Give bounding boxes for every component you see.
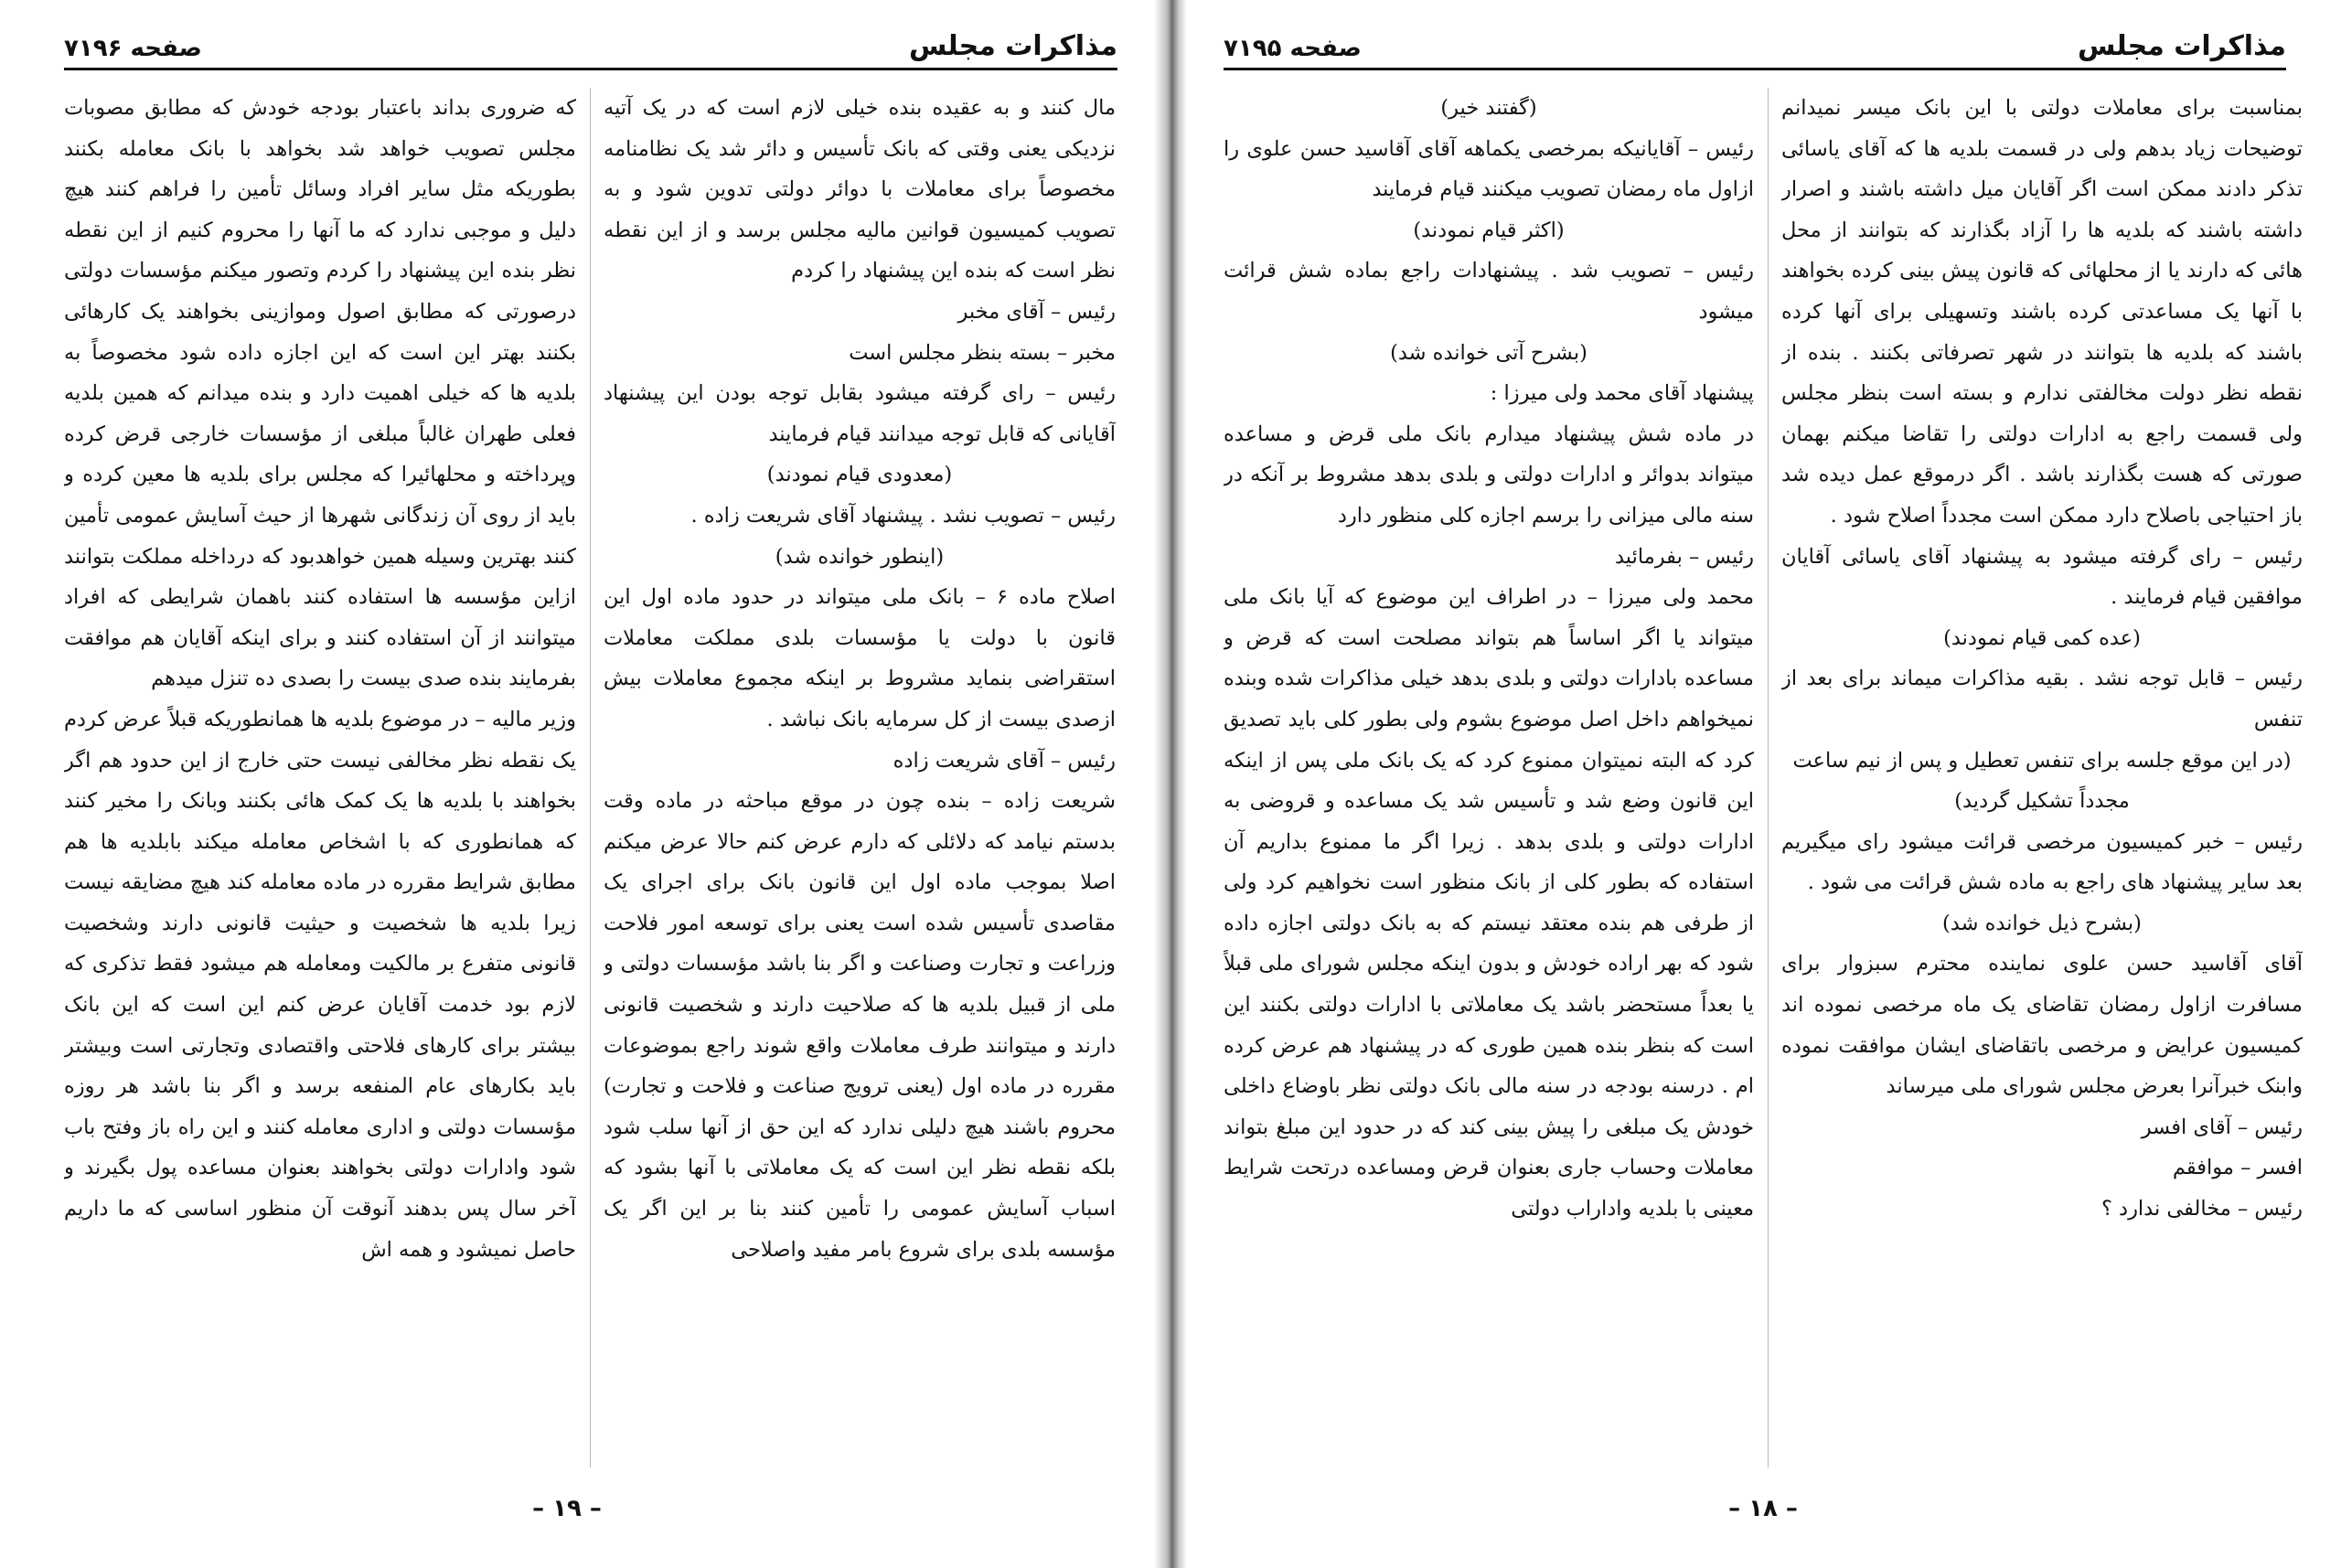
left-header-title: مذاکرات مجلس: [908, 30, 1117, 62]
article-paragraph: رئیس – آقای مخبر: [957, 299, 1116, 324]
article-paragraph: رئیس – مخالفی ندارد ؟: [2100, 1197, 2303, 1221]
article-paragraph: رئیس – آقای افسر: [2141, 1115, 2303, 1139]
right-page: [1187, 0, 2341, 1568]
article-paragraph: شریعت زاده – بنده چون در موقع مباحثه در ماده وقت بدستم نیامد که دلائلی که دارم عرض کنم حالا عرض میکنم اصلا بموجب ماده اول این قانون بانک برای اجرای یک مقاصدی تأسیس شده است یعنی برای توسعه امور فلاحت وزراعت و تجارت وصناعت و اگر بنا باشد مؤسسات دولتی و ملی از قبیل بلدیه ها که صلاحیت دارند و شخصیت قانونی دارند و میتوانند طرف معاملات واقع شوند راجع بموضوعات مقرره در ماده اول (یعنی ترویج صناعت و فلاحت و تجارت) محروم باشند هیچ دلیلی ندارد که این حق از آنها سلب شود بلکه نقطه نظر این است که یک معاملاتی با آنها بشود که اسباب آسایش عمومی را تأمین کنند بنا بر این اگر یک مؤسسه بلدی برای شروع بامر مفید واصلاحی: [604, 789, 1116, 1262]
left-page-column-left: [64, 88, 576, 1467]
article-paragraph: (گفتند خیر): [1440, 96, 1537, 120]
article-paragraph: رئیس – آقای شریعت زاده: [893, 748, 1116, 773]
article-paragraph: رئیس – آقایانیکه بمرخصی یکماهه آقای آقاسید حسن علوی را ازاول ماه رمضان تصویب میکنند قیام فرمایند: [1224, 136, 1754, 202]
article-paragraph: پیشنهاد آقای محمد ولی میرزا :: [1490, 381, 1754, 406]
article-paragraph: مخبر – بسته بنظر مجلس است: [849, 340, 1116, 365]
right-header-title: مذاکرات مجلس: [2077, 30, 2286, 62]
left-page-column-right: [604, 88, 1116, 1467]
book-gutter: [1154, 0, 1187, 1568]
article-paragraph: رئیس – قابل توجه نشد . بقیه مذاکرات میماند برای بعد از تنفس: [1781, 667, 2303, 731]
article-paragraph: رئیس – رای گرفته میشود بقابل توجه بودن این پیشنهاد آقایانی که قابل توجه میدانند قیام فرمایند: [604, 381, 1116, 446]
article-paragraph: وزیر مالیه – در موضوع بلدیه ها همانطوریکه قبلاً عرض کردم یک نقطه نظر مخالفی نیست حتی خارج از این حدود هم اگر بخواهند با بلدیه ها یک کمک هائی بکنند وبانک را مخیر کنند که همانطوری که با اشخاص معامله میکند بابلدیه ها هم مطابق شرایط مقرره در ماده معامله کند هیچ مضایقه نیست زیرا بلدیه ها شخصیت و حیثیت قانونی دارند وشخصیت قانونی متفرع بر مالکیت ومعامله هم میشود فقط تذکری که لازم بود خدمت آقایان عرض کنم این است که این بانک بیشتر برای کارهای فلاحتی واقتصادی وتجارتی است وبیشتر باید بکارهای عام المنفعه برسد و اگر بنا باشد هر روزه مؤسسات دولتی و اداری معامله کنند و این راه باز وفتح باب شود وادارات دولتی بخواهند بعنوان مساعده پول بگیرند و آخر سال پس بدهند آنوقت آن منظور اساسی که ما داریم حاصل نمیشود و همه اش: [64, 707, 576, 1262]
right-page-column-right: [1781, 88, 2303, 1467]
article-paragraph: آقای آقاسید حسن علوی نماینده محترم سبزوار برای مسافرت ازاول رمضان تقاضای یک ماه مرخصی نموده اند کمیسیون عرایض و مرخصی باتقاضای ایشان موافقت نموده وابنک خبرآنرا بعرض مجلس شورای ملی میرساند: [1781, 952, 2303, 1099]
article-paragraph: رئیس – تصویب شد . پیشنهادات راجع بماده شش قرائت میشود: [1224, 259, 1754, 324]
article-paragraph: (بشرح آتی خوانده شد): [1390, 340, 1587, 365]
article-paragraph: رئیس – تصویب نشد . پیشنهاد آقای شریعت زاده .: [690, 503, 1116, 528]
column-divider: [590, 88, 591, 1467]
article-paragraph: رئیس – رای گرفته میشود به پیشنهاد آقای یاسائی آقایان موافقین قیام فرمایند .: [1781, 544, 2303, 610]
column-divider: [1768, 88, 1769, 1467]
article-paragraph: که ضروری بداند باعتبار بودجه خودش که مطابق مصوبات مجلس تصویب خواهد شد بخواهد با بانک معامله بکنند بطوریکه مثل سایر افراد وسائل تأمین را فراهم کنند هیچ دلیل و موجبی ندارد که ما آنها را محروم کنیم از این نقطه نظر بنده این پیشنهاد را کردم وتصور میکنم مؤسسات دولتی درصورتی که مطابق اصول وموازینی بخواهند یک کارهائی بکنند بهتر این است که این اجازه داده شود مخصوصاً به بلدیه ها که خیلی اهمیت دارد و بنده میدانم که همین بلدیه فعلی طهران غالباً مبلغی از مؤسسات خارجی قرض کرده وپرداخته و محلهائیرا که مجلس برای بلدیه ها معین کرده و باید از روی آن زندگانی شهرها از حیث آسایش عمومی تأمین کنند بهترین وسیله همین خواهدبود که درداخله مملکت بتوانند ازاین مؤسسه ها استفاده کنند باهمان شرایطی که افراد میتوانند از آن استفاده کنند و برای اینکه آقایان هم موافقت بفرمایند بنده صدی بیست را بصدی ده تنزل میدهم: [64, 96, 576, 691]
left-page-number: – ۱۹ –: [532, 1495, 602, 1522]
article-paragraph: در ماده شش پیشنهاد میدارم بانک ملی قرض و مساعده میتواند بدوائر و ادارات دولتی و بلدی بدهد مشروط بر آنکه در سنه مالی میزانی را برسم اجازه کلی منظور دارد: [1224, 421, 1754, 528]
article-paragraph: (اینطور خوانده شد): [775, 544, 945, 569]
left-page: [0, 0, 1154, 1568]
left-header-page-ref: صفحه ۷۱۹۶: [64, 35, 202, 62]
article-paragraph: مال کنند و به عقیده بنده خیلی لازم است که در یک آتیه نزدیکی یعنی وقتی که بانک تأسیس و دائر شد یک نظامنامه مخصوصاً برای معاملات با دوائر دولتی تدوین شود و به تصویب کمیسیون قوانین مالیه مجلس برسد و از این نقطه نظر است که بنده این پیشنهاد را کردم: [604, 96, 1116, 283]
article-paragraph: افسر – موافقم: [2172, 1156, 2303, 1180]
article-paragraph: رئیس – خبر کمیسیون مرخصی قرائت میشود رای میگیریم بعد سایر پیشنهاد های راجع به ماده شش قرائت می شود .: [1781, 829, 2303, 895]
right-header-page-ref: صفحه ۷۱۹۵: [1224, 35, 1362, 62]
article-paragraph: بمناسبت برای معاملات دولتی با این بانک میسر نمیدانم توضیحات زیاد بدهم ولی در قسمت بلدیه ها که آقای یاسائی تذکر دادند ممکن است اگر آقایان میل داشته باشند و اصرار داشته باشند که بلدیه ها را آزاد بگذارند که بتوانند از محل هائی که دارند یا از محلهائی که قانون پیش بینی کرده بخواهند با آنها یک مساعدتی کرده باشند وتسهیلی برای آنها کرده باشند که بلدیه ها بتوانند در شهر تصرفاتی بکنند . بنده از نقطه نظر دولت مخالفتی ندارم و بسته است بنظر مجلس ولی قسمت راجع به ادارات دولتی را تقاضا میکنم بهمان صورتی که هست بگذارند باشد . اگر درموقع عمل دیده شد باز احتیاجی باصلاح دارد ممکن است مجدداً اصلاح شود .: [1781, 96, 2303, 528]
article-paragraph: رئیس – بفرمائید: [1615, 544, 1754, 569]
left-page-header: [64, 18, 1117, 70]
right-page-column-left: [1224, 88, 1754, 1467]
article-paragraph: (اکثر قیام نمودند): [1413, 218, 1565, 242]
right-page-number: – ۱۸ –: [1728, 1495, 1798, 1522]
article-paragraph: اصلاح ماده ۶ – بانک ملی میتواند در حدود ماده اول این قانون با دولت یا مؤسسات بلدی مملکت معاملات استقراضی بنماید مشروط بر اینکه مجموع معاملات بیش ازصدی بیست از کل سرمایه بانک نباشد .: [604, 585, 1116, 731]
right-page-header: [1224, 18, 2286, 70]
article-paragraph: (در این موقع جلسه برای تنفس تعطیل و پس از نیم ساعت مجدداً تشکیل گردید): [1792, 748, 2292, 814]
article-paragraph: (بشرح ذیل خوانده شد): [1942, 911, 2142, 935]
article-paragraph: محمد ولی میرزا – در اطراف این موضوع که آیا بانک ملی میتواند یا اگر اساساً هم بتواند مصلحت است که قرض و مساعده بادارات دولتی و بلدی بدهد خیلی مذاکرات شده وبنده نمیخواهم داخل اصل موضوع بشوم ولی بطور کلی باید تصدیق کرد که البته نمیتوان ممنوع کرد که یک بانک ملی پس از اینکه این قانون وضع شد و تأسیس شد یک مساعده و قروضی به ادارات دولتی و بلدی بدهد . زیرا اگر ما ممنوع بداریم آن استفاده که بطور کلی از بانک منظور است نخواهیم کرد ولی از طرفی هم بنده معتقد نیستم که به بانک دولتی اجازه داده شود که بهر اراده خودش و بدون اینکه مجلس شورای ملی قبلاً یا بعداً مستحضر باشد یک معاملاتی با ادارات دولتی بکنند این است که بنظر بنده همین طوری که در پیشنهاد هم عرض کرده ام . درسنه بودجه در سنه مالی بانک دولتی نظر باوضاع داخلی خودش یک مبلغی را پیش بینی کند که در حدود این مبلغ بتواند معاملات وحساب جاری بعنوان قرض ومساعده درتحت شرایط معینی با بلدیه واداراب دولتی: [1224, 585, 1754, 1221]
article-paragraph: (معدودی قیام نمودند): [766, 463, 953, 487]
article-paragraph: (عده کمی قیام نمودند): [1943, 625, 2141, 650]
